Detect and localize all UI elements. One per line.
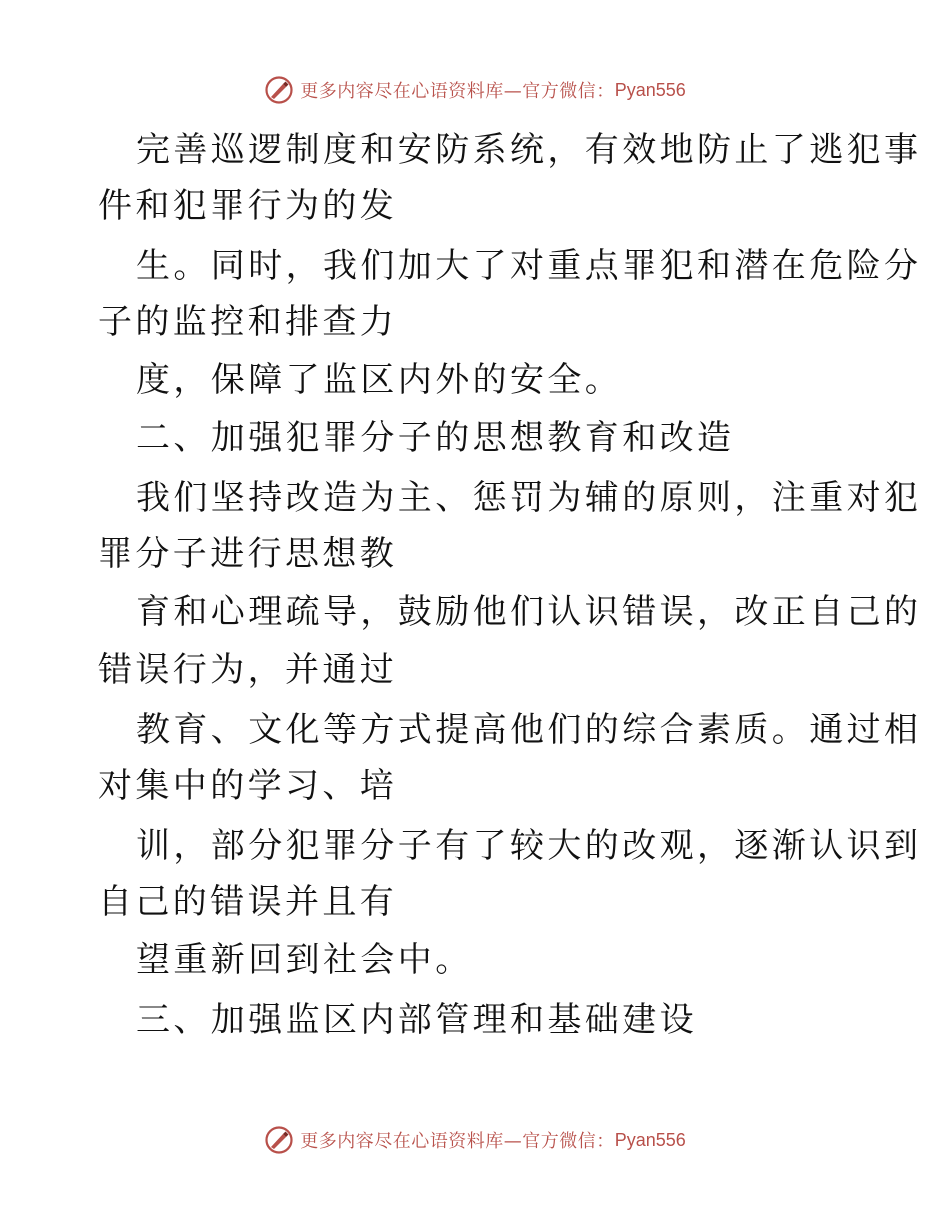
- paragraph-line: 训，部分犯罪分子有了较大的改观，逐渐认识到: [136, 826, 922, 866]
- header-watermark: [0, 70, 950, 110]
- pen-circle-logo-icon: [264, 1125, 294, 1155]
- paragraph-line: 教育、文化等方式提高他们的综合素质。通过相: [136, 710, 922, 750]
- watermark-text: 更多内容尽在心语资料库—官方微信：: [300, 81, 615, 102]
- paragraph-line: 生。同时，我们加大了对重点罪犯和潜在危险分: [136, 246, 922, 286]
- footer-watermark: [0, 1120, 950, 1160]
- section-heading: 三、加强监区内部管理和基础建设: [136, 1000, 697, 1040]
- watermark-wechat-id: Pyan556: [614, 1129, 686, 1150]
- paragraph-line: 罪分子进行思想教: [98, 534, 398, 574]
- paragraph-line: 我们坚持改造为主、惩罚为辅的原则，注重对犯: [136, 478, 922, 518]
- section-heading: 二、加强犯罪分子的思想教育和改造: [136, 418, 735, 458]
- paragraph-line: 子的监控和排查力: [98, 302, 398, 342]
- paragraph-line: 度，保障了监区内外的安全。: [136, 360, 623, 400]
- paragraph-line: 自己的错误并且有: [98, 882, 398, 922]
- paragraph-line: 件和犯罪行为的发: [98, 186, 398, 226]
- paragraph-line: 完善巡逻制度和安防系统，有效地防止了逃犯事: [136, 130, 922, 170]
- watermark-wechat-id: Pyan556: [614, 79, 686, 100]
- watermark-text: 更多内容尽在心语资料库—官方微信：: [300, 1131, 615, 1152]
- pen-circle-logo-icon: [264, 75, 294, 105]
- paragraph-line: 育和心理疏导，鼓励他们认识错误，改正自己的: [136, 592, 922, 632]
- paragraph-line: 对集中的学习、培: [98, 766, 398, 806]
- paragraph-line: 错误行为，并通过: [98, 650, 398, 690]
- paragraph-line: 望重新回到社会中。: [136, 940, 473, 980]
